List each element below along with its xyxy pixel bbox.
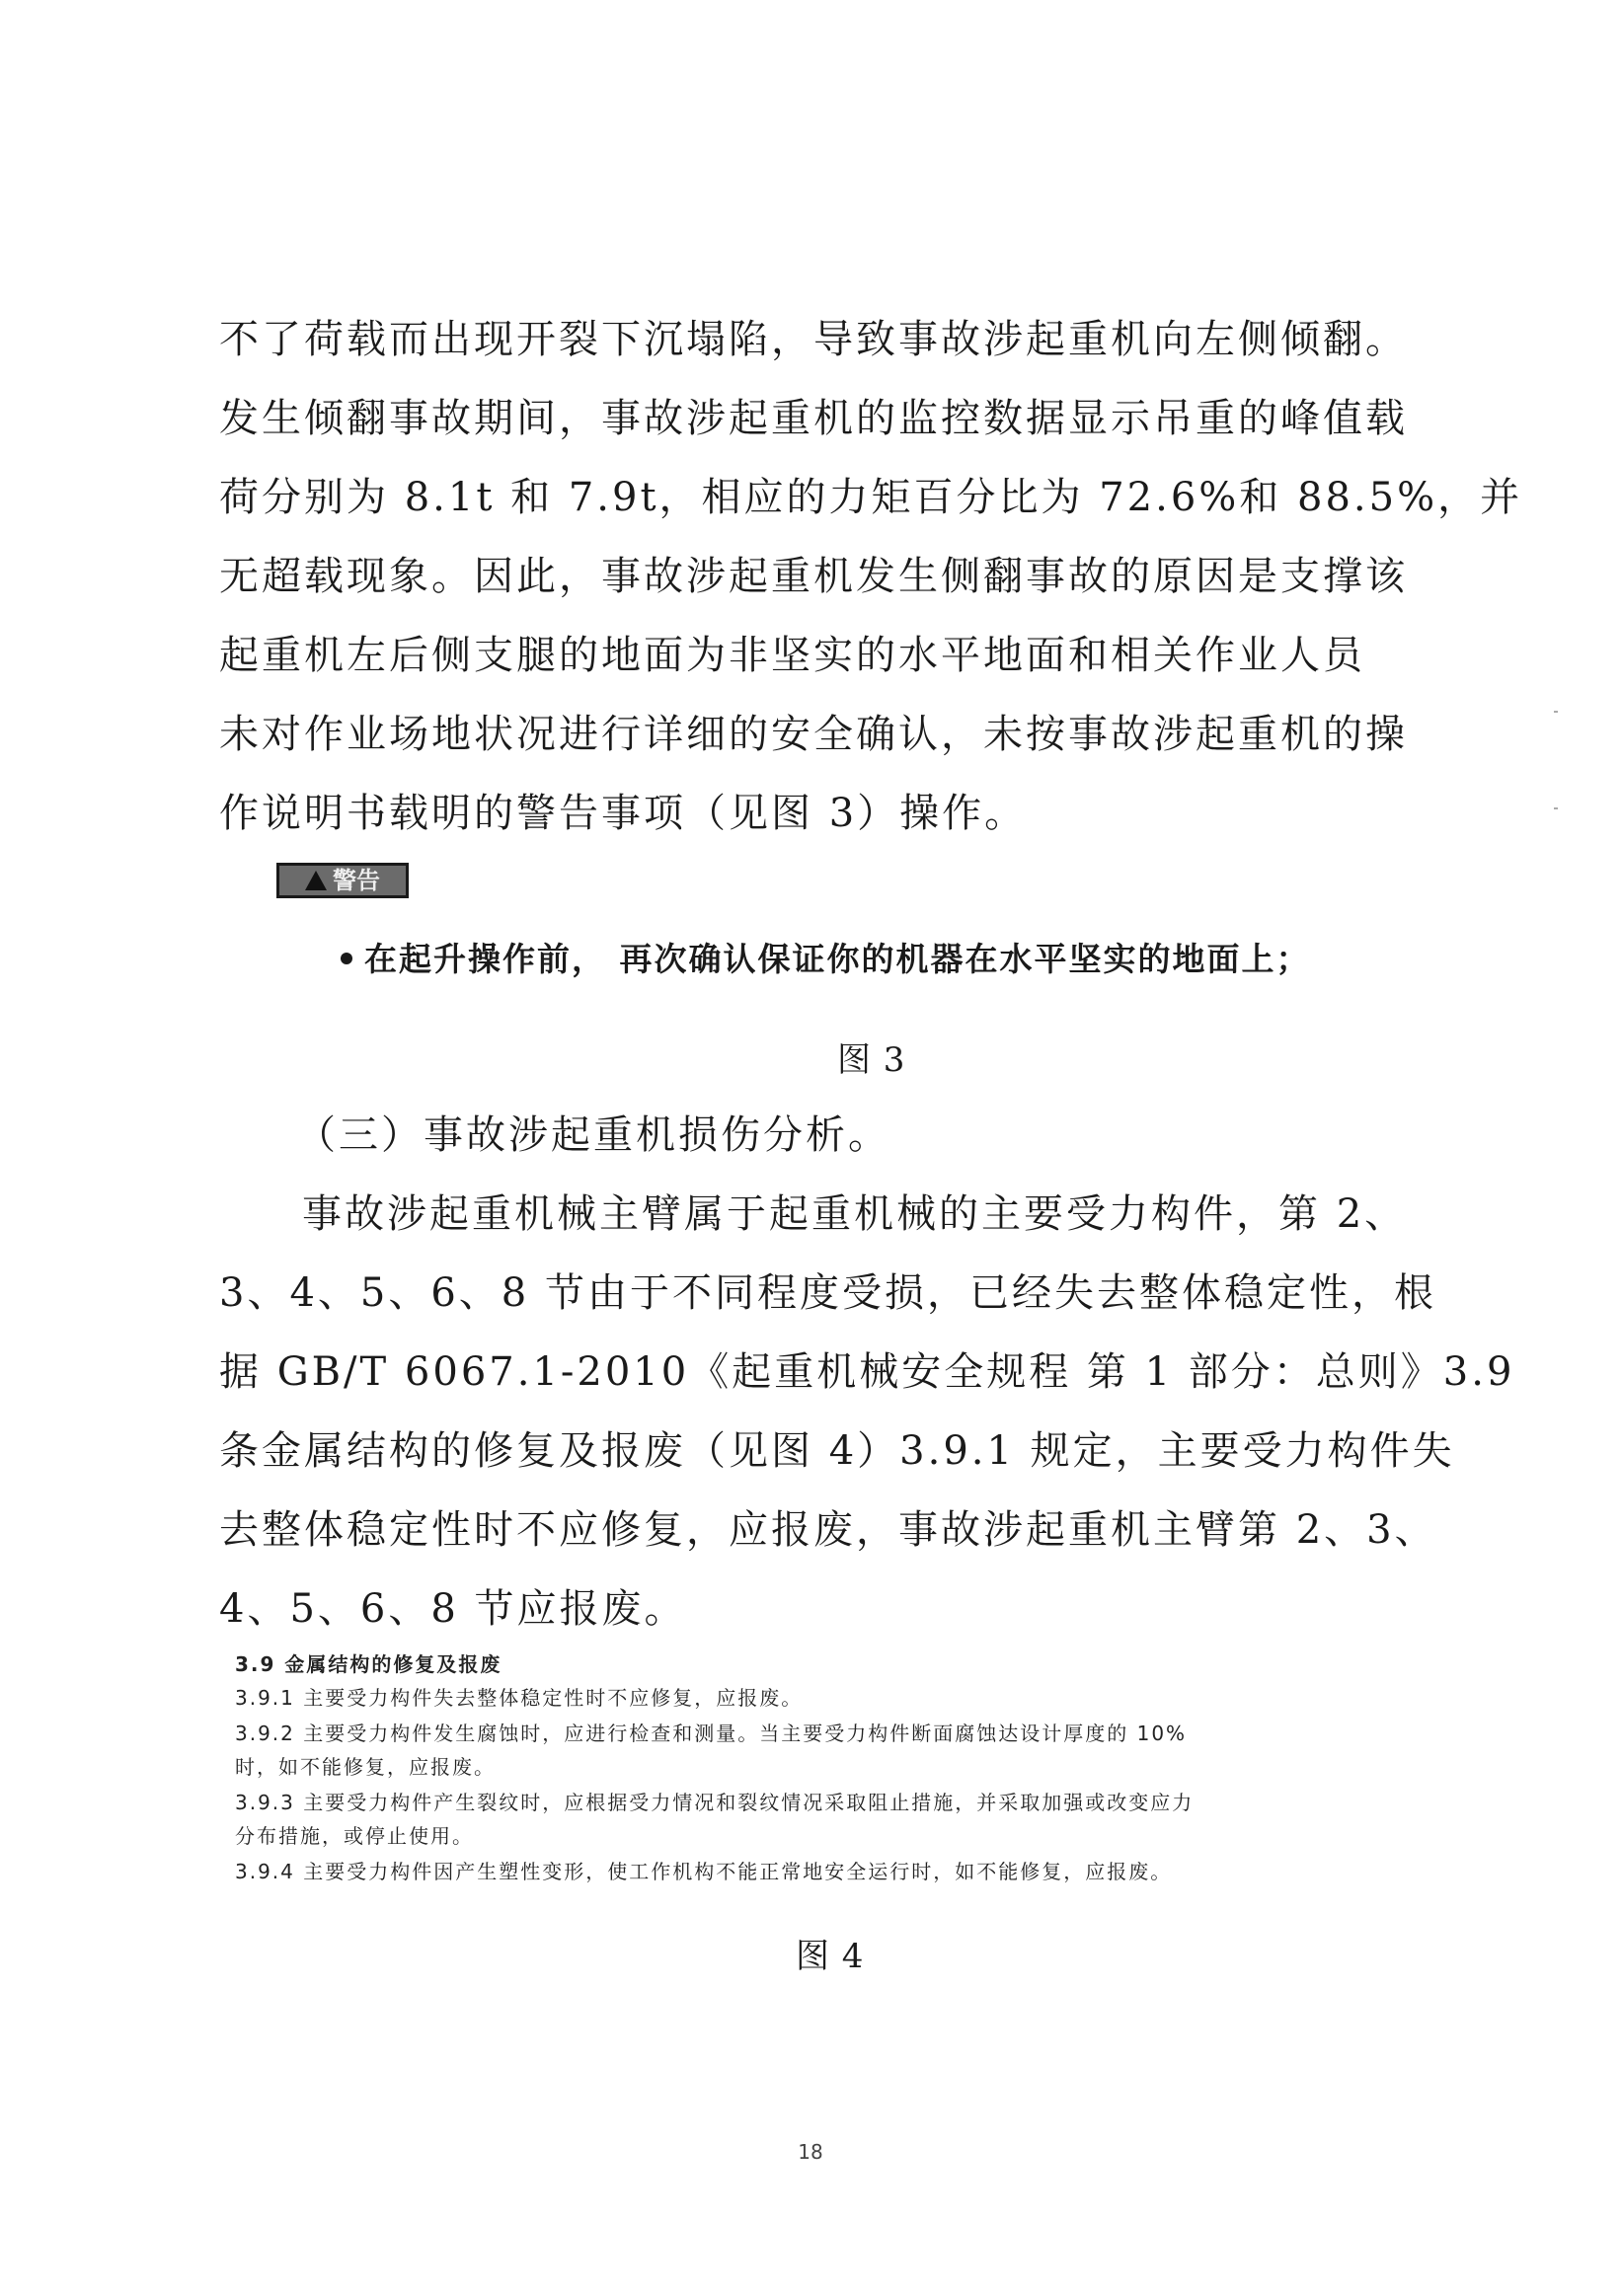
figure-3-caption: 图 3 — [837, 1040, 906, 1080]
paragraph-1-line-4: 无超载现象。因此，事故涉起重机发生侧翻事故的原因是支撑该 — [219, 554, 1408, 599]
paragraph-2-line-2: 3、4、5、6、8 节由于不同程度受损，已经失去整体稳定性，根 — [219, 1270, 1436, 1316]
paragraph-1-line-1: 不了荷载而出现开裂下沉塌陷，导致事故涉起重机向左侧倾翻。 — [219, 317, 1408, 362]
paragraph-2-line-3: 据 GB/T 6067.1-2010《起重机械安全规程 第 1 部分：总则》3.9 — [219, 1349, 1515, 1395]
standard-excerpt-line: 分布措施，或停止使用。 — [235, 1824, 474, 1848]
warning-badge — [276, 863, 409, 898]
page-number: 18 — [798, 2140, 823, 2164]
figure-4-caption: 图 4 — [796, 1937, 865, 1976]
warning-badge-label: 警告 — [333, 867, 380, 894]
scan-speck — [1554, 711, 1558, 713]
warning-bullet-text — [341, 938, 1311, 981]
section-heading: （三）事故涉起重机损伤分析。 — [296, 1112, 890, 1158]
bullet-dot-icon — [341, 953, 352, 964]
paragraph-1-line-3: 荷分别为 8.1t 和 7.9t，相应的力矩百分比为 72.6%和 88.5%，并 — [219, 475, 1523, 520]
standard-excerpt-line: 时，如不能修复，应报废。 — [235, 1755, 496, 1779]
scan-speck — [1554, 807, 1558, 809]
paragraph-2-line-6: 4、5、6、8 节应报废。 — [219, 1586, 687, 1632]
paragraph-2-line-1: 事故涉起重机械主臂属于起重机械的主要受力构件，第 2、 — [302, 1191, 1408, 1237]
paragraph-2-line-5: 去整体稳定性时不应修复，应报废，事故涉起重机主臂第 2、3、 — [219, 1507, 1437, 1553]
standard-excerpt-line: 3.9.4 主要受力构件因产生塑性变形，使工作机构不能正常地安全运行时，如不能修复，应报废。 — [235, 1860, 1173, 1883]
standard-excerpt-heading: 3.9 金属结构的修复及报废 — [235, 1652, 502, 1676]
paragraph-1-line-6: 未对作业场地状况进行详细的安全确认，未按事故涉起重机的操 — [219, 712, 1408, 757]
paragraph-1-line-7: 作说明书载明的警告事项（见图 3）操作。 — [219, 791, 1028, 836]
standard-excerpt-line: 3.9.3 主要受力构件产生裂纹时，应根据受力情况和裂纹情况采取阻止措施，并采取加强或改变应力 — [235, 1791, 1195, 1814]
paragraph-1-line-2: 发生倾翻事故期间，事故涉起重机的监控数据显示吊重的峰值载 — [219, 396, 1408, 441]
warning-triangle-icon — [305, 871, 327, 890]
warning-bullet-label: 在起升操作前， 再次确认保证你的机器在水平坚实的地面上； — [364, 940, 1311, 978]
standard-excerpt-line: 3.9.2 主要受力构件发生腐蚀时，应进行检查和测量。当主要受力构件断面腐蚀达设计厚度的 10% — [235, 1722, 1188, 1745]
standard-excerpt-line: 3.9.1 主要受力构件失去整体稳定性时不应修复，应报废。 — [235, 1686, 804, 1710]
paragraph-2-line-4: 条金属结构的修复及报废（见图 4）3.9.1 规定，主要受力构件失 — [219, 1428, 1455, 1474]
paragraph-1-line-5: 起重机左后侧支腿的地面为非坚实的水平地面和相关作业人员 — [219, 633, 1365, 678]
